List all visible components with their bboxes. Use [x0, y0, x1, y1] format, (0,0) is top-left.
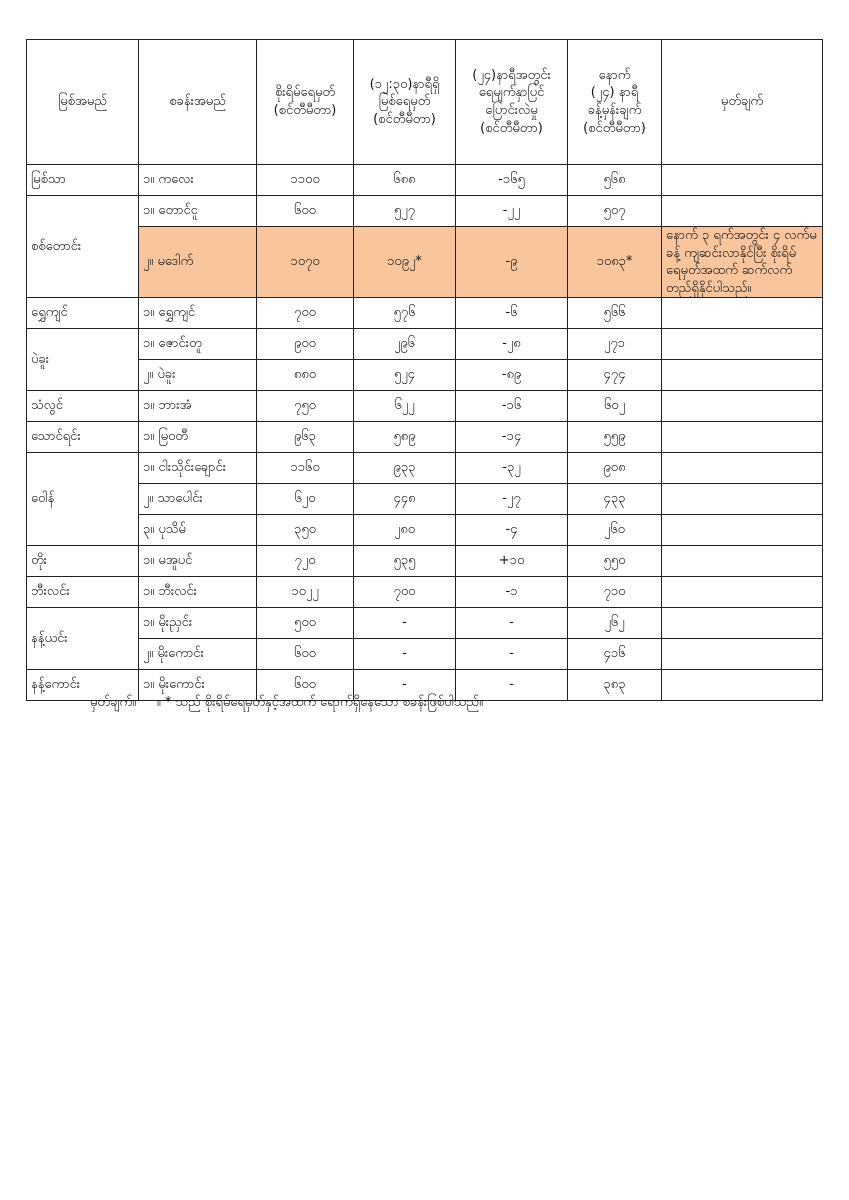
- level-change: -၁၆၅: [456, 165, 568, 196]
- remark: [662, 639, 823, 670]
- table-row: [27, 196, 823, 227]
- level-change: -၃၂: [456, 453, 568, 484]
- table-row: [27, 577, 823, 608]
- level-change: -၂၂: [456, 196, 568, 227]
- danger-level: ၆၀၀: [257, 196, 354, 227]
- header-forecast: နောက် (၂၄) နာရီ ခန့်မှန်းချက် (စင်တီမီတာ): [568, 40, 662, 165]
- current-level: ၂၉၆: [354, 329, 456, 360]
- table-row: [27, 484, 823, 515]
- forecast-level: ၄၇၄: [568, 360, 662, 391]
- forecast-level: ၇၁၀: [568, 577, 662, 608]
- header-river: မြစ်အမည်: [27, 40, 139, 165]
- table-row: [27, 639, 823, 670]
- river-name: နန့်ယင်း: [27, 608, 139, 670]
- danger-level: ၆၀၀: [257, 639, 354, 670]
- remark: [662, 453, 823, 484]
- table-row: [27, 227, 823, 298]
- current-level: ၅၂၄: [354, 360, 456, 391]
- danger-level: ၉၀၀: [257, 329, 354, 360]
- remark: [662, 298, 823, 329]
- header-current-level: (၁၂:၃၀)နာရီရှိ မြစ်ရေမှတ် (စင်တီမီတာ): [354, 40, 456, 165]
- station-name: ၁။ ဇောင်းတူ: [139, 329, 257, 360]
- forecast-level: ၄၃၃: [568, 484, 662, 515]
- footnote-label: မှတ်ချက်။: [90, 695, 137, 710]
- table-row: [27, 165, 823, 196]
- forecast-level: ၆၀၂: [568, 391, 662, 422]
- table-row: [27, 422, 823, 453]
- footnote-text: ။ * သည် စိုးရိမ်ရေမှတ်နှင့်အထက် ရောက်ရှိနေသော စခန်းဖြစ်ပါသည်။: [156, 695, 483, 710]
- station-name: ၁။ ကလေး: [139, 165, 257, 196]
- remark: [662, 391, 823, 422]
- level-change: -၁: [456, 577, 568, 608]
- table-row: [27, 391, 823, 422]
- remark: [662, 670, 823, 701]
- forecast-level: ၂၆၀: [568, 515, 662, 546]
- remark: နောက် ၃ ရက်အတွင်း ၄ လက်မခန့် ကျဆင်းလာနိုင်ပြီး စိုးရိမ်ရေမှတ်အထက် ဆက်လက်တည်ရှိနိုင်ပါသည်။: [662, 227, 823, 298]
- danger-level: ၅၀၀: [257, 608, 354, 639]
- danger-level: ၈၈၀: [257, 360, 354, 391]
- level-change: -၁၆: [456, 391, 568, 422]
- header-danger-level: စိုးရိမ်ရေမှတ် (စင်တီမီတာ): [257, 40, 354, 165]
- remark: [662, 422, 823, 453]
- current-level: ၅၇၆: [354, 298, 456, 329]
- river-level-table: [26, 39, 823, 701]
- river-name: သံလွင်: [27, 391, 139, 422]
- remark: [662, 515, 823, 546]
- danger-level: ၇၂၀: [257, 546, 354, 577]
- river-name: မြစ်သာ: [27, 165, 139, 196]
- danger-level: ၇၀၀: [257, 298, 354, 329]
- current-level: ၇၀၀: [354, 577, 456, 608]
- danger-level: ၁၀၂၂: [257, 577, 354, 608]
- river-name: ရွှေကျင်: [27, 298, 139, 329]
- current-level: ၆၈၈: [354, 165, 456, 196]
- station-name: ၂။ မဒေါက်: [139, 227, 257, 298]
- level-change: -: [456, 670, 568, 701]
- river-name: နန့်ကောင်း: [27, 670, 139, 701]
- current-level: ၅၃၅: [354, 546, 456, 577]
- forecast-level: ၃၈၃: [568, 670, 662, 701]
- current-level: ၅၈၉: [354, 422, 456, 453]
- current-level: -: [354, 670, 456, 701]
- level-change: -: [456, 639, 568, 670]
- river-name: သောင်ရင်း: [27, 422, 139, 453]
- remark: [662, 546, 823, 577]
- current-level: ၉၃၃: [354, 453, 456, 484]
- station-name: ၁။ တောင်ငူ: [139, 196, 257, 227]
- station-name: ၁။ ရွှေကျင်: [139, 298, 257, 329]
- forecast-level: ၄၁၆: [568, 639, 662, 670]
- danger-level: ၁၁၀၀: [257, 165, 354, 196]
- level-change: -၁၄: [456, 422, 568, 453]
- remark: [662, 329, 823, 360]
- remark: [662, 196, 823, 227]
- station-name: ၁။ မအူပင်: [139, 546, 257, 577]
- level-change: -၈၉: [456, 360, 568, 391]
- table-row: [27, 360, 823, 391]
- level-change: -: [456, 608, 568, 639]
- forecast-level: ၁၀၈၃*: [568, 227, 662, 298]
- station-name: ၁။ မြဝတီ: [139, 422, 257, 453]
- river-name: ပဲခူး: [27, 329, 139, 391]
- danger-level: ၇၅၀: [257, 391, 354, 422]
- forecast-level: ၅၆၆: [568, 298, 662, 329]
- header-row: [27, 40, 823, 165]
- table-row: [27, 453, 823, 484]
- level-change: -၆: [456, 298, 568, 329]
- header-24h-change: (၂၄)နာရီအတွင်း ရေမျက်နှာပြင် ပြောင်းလဲမှု (စင်တီမီတာ): [456, 40, 568, 165]
- level-change: -၂၇: [456, 484, 568, 515]
- current-level: ၅၂၇: [354, 196, 456, 227]
- danger-level: ၆၀၀: [257, 670, 354, 701]
- remark: [662, 360, 823, 391]
- table-row: [27, 608, 823, 639]
- current-level: -: [354, 608, 456, 639]
- current-level: ၆၂၂: [354, 391, 456, 422]
- table-row: [27, 515, 823, 546]
- forecast-level: ၅၅၉: [568, 422, 662, 453]
- header-remarks: မှတ်ချက်: [662, 40, 823, 165]
- danger-level: ၉၆၃: [257, 422, 354, 453]
- river-name: ဝေါန်: [27, 453, 139, 546]
- forecast-level: ၅၅၀: [568, 546, 662, 577]
- remark: [662, 577, 823, 608]
- table-row: [27, 298, 823, 329]
- forecast-level: ၂၇၁: [568, 329, 662, 360]
- station-name: ၂။ သာပေါင်း: [139, 484, 257, 515]
- danger-level: ၃၅၀: [257, 515, 354, 546]
- station-name: ၃။ ပုသိမ်: [139, 515, 257, 546]
- danger-level: ၆၂၀: [257, 484, 354, 515]
- station-name: ၁။ ဘီးလင်း: [139, 577, 257, 608]
- current-level: ၁၀၉၂*: [354, 227, 456, 298]
- table-row: [27, 329, 823, 360]
- station-name: ၂။ မိုးကောင်း: [139, 639, 257, 670]
- level-change: -၄: [456, 515, 568, 546]
- table-body: [27, 165, 823, 701]
- current-level: -: [354, 639, 456, 670]
- level-change: +၁၀: [456, 546, 568, 577]
- header-station: စခန်းအမည်: [139, 40, 257, 165]
- station-name: ၁။ မိုးညှင်း: [139, 608, 257, 639]
- level-change: -၉: [456, 227, 568, 298]
- river-name: ဘီးလင်း: [27, 577, 139, 608]
- forecast-level: ၉၀၈: [568, 453, 662, 484]
- danger-level: ၁၁၆၀: [257, 453, 354, 484]
- forecast-level: ၂၆၂: [568, 608, 662, 639]
- remark: [662, 484, 823, 515]
- current-level: ၄၄၈: [354, 484, 456, 515]
- river-name: တိုး: [27, 546, 139, 577]
- station-name: ၁။ ဘားအံ: [139, 391, 257, 422]
- table-row: [27, 546, 823, 577]
- danger-level: ၁၀၇၀: [257, 227, 354, 298]
- remark: [662, 608, 823, 639]
- station-name: ၁။ ငါးသိုင်းချောင်း: [139, 453, 257, 484]
- station-name: ၂။ ပဲခူး: [139, 360, 257, 391]
- footnote: [90, 694, 483, 713]
- station-name: ၁။ မိုးကောင်း: [139, 670, 257, 701]
- remark: [662, 165, 823, 196]
- river-name: စစ်တောင်း: [27, 196, 139, 298]
- forecast-level: ၅၀၇: [568, 196, 662, 227]
- level-change: -၂၈: [456, 329, 568, 360]
- current-level: ၂၈၀: [354, 515, 456, 546]
- forecast-level: ၅၆၈: [568, 165, 662, 196]
